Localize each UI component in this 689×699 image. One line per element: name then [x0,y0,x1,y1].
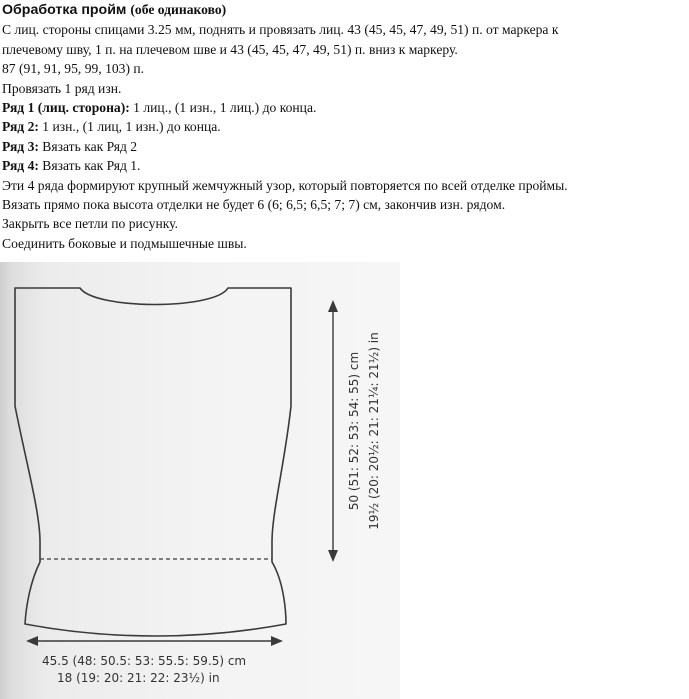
width-arrow-right-head [271,636,283,646]
garment-schematic [0,262,400,699]
paragraph-line: С лиц. стороны спицами 3.25 мм, поднять и провязать лиц. 43 (45, 45, 47, 49, 51) п. от маркера к [2,22,559,38]
row-text: 1 лиц., (1 изн., 1 лиц.) до конца. [129,100,317,116]
height-arrow-top-head [328,300,338,312]
row-label: Ряд 2: [2,119,39,135]
title-subtitle: (обе одинаково) [130,2,227,17]
paragraph-line: 87 (91, 91, 95, 99, 103) п. [2,61,145,77]
paragraph-line: Закрыть все петли по рисунку. [2,216,178,232]
paragraph-line: плечевому шву, 1 п. на плечевом шве и 43 (45, 45, 47, 49, 51) п. вниз к маркеру. [2,41,458,57]
paragraph-line: Эти 4 ряда формируют крупный жемчужный узор, который повторяется по всей отделке проймы. [2,177,568,193]
width-arrow-left-head [26,636,38,646]
garment-outline [15,288,291,636]
section-title [2,0,687,20]
row-text: 1 изн., (1 лиц, 1 изн.) до конца. [38,119,221,135]
row-instruction [2,98,687,117]
row-label: Ряд 3: [2,138,39,154]
row-label: Ряд 4: [2,158,39,174]
row-text: Вязать как Ряд 1. [38,158,141,174]
paragraph-line: Вязать прямо пока высота отделки не будет 6 (6; 6,5; 6,5; 7; 7) см, закончив изн. рядом. [2,197,506,213]
width-cm-label: 45.5 (48: 50.5: 53: 55.5: 59.5) cm [42,654,247,668]
row-label: Ряд 1 (лиц. сторона): [2,100,130,116]
title-main: Обработка пройм [2,2,127,18]
row-instruction [2,137,687,156]
paragraph-line: Провязать 1 ряд изн. [2,80,122,96]
height-cm-label: 50 (51: 52: 53: 54: 55) cm [347,351,361,511]
height-in-label: 19½ (20: 20½: 21: 21¼: 21½) in [367,332,381,530]
row-instruction [2,117,687,136]
paragraph-line: Соединить боковые и подмышечные швы. [2,235,247,251]
row-instruction [2,156,687,175]
row-text: Вязать как Ряд 2 [38,138,138,154]
pattern-text [2,0,687,253]
width-in-label: 18 (19: 20: 21: 22: 23½) in [57,671,220,685]
height-arrow-bottom-head [328,550,338,562]
